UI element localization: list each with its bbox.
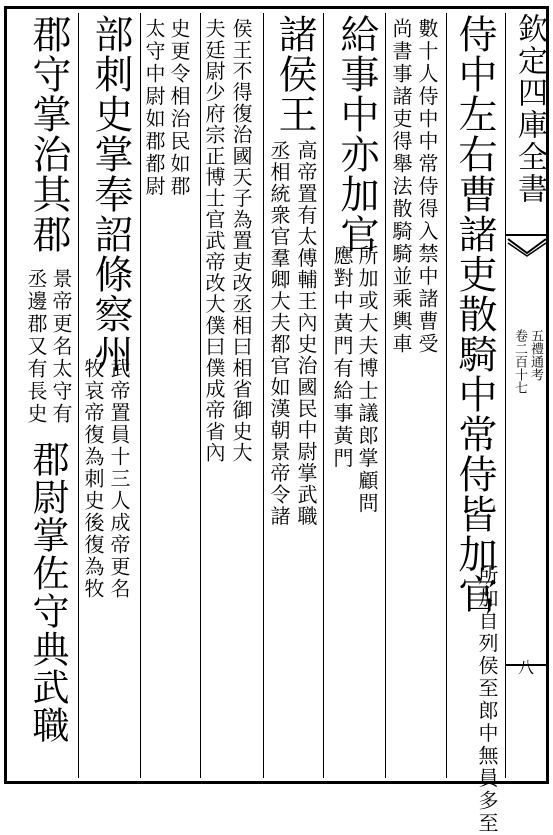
main-text-column: 諸侯王	[272, 14, 317, 134]
commentary-line: 所加自列侯至郎中無員多至	[475, 565, 499, 835]
fish-tail-mark-icon	[506, 663, 548, 687]
commentary-line: 數十人侍中中常侍得入禁中諸曹受	[415, 18, 439, 356]
fish-tail-mark-icon	[506, 233, 548, 257]
main-text-column: 部刺史掌奉詔條察州	[88, 14, 133, 374]
commentary-line: 丞邊郡又有長史	[24, 268, 48, 426]
column-rule	[263, 13, 264, 778]
commentary-line: 太守中尉如郡都尉	[142, 18, 166, 198]
commentary-line: 丞相統衆官羣卿大夫都官如漢朝景帝令諸	[267, 140, 291, 527]
book-title: 欽定四庫全書	[512, 13, 547, 205]
main-text-column: 郡尉掌佐守典武職	[26, 440, 69, 744]
commentary-line: 武帝置員十三人成帝更名	[107, 358, 131, 600]
column-rule	[200, 13, 201, 778]
commentary-line: 史更令相治民如郡	[167, 18, 191, 198]
commentary-line: 尚書事諸吏得舉法散騎騎並乘輿車	[389, 18, 413, 356]
commentary-line: 侯王不得復治國天子為置吏改丞相曰相省御史大	[229, 18, 253, 464]
column-rule	[78, 13, 79, 778]
page-margin	[506, 13, 548, 778]
column-rule	[140, 13, 141, 778]
source-title: 五禮通考	[528, 329, 543, 381]
commentary-line: 高帝置有太傅輔王內史治國民中尉掌武職	[294, 140, 318, 527]
column-rule	[385, 13, 386, 778]
main-text-column: 給事中亦加官	[334, 14, 379, 254]
commentary-line: 牧哀帝復為刺史後復為牧	[81, 358, 105, 600]
page-number: 八	[518, 658, 535, 677]
main-text-column: 郡守掌治其郡	[26, 14, 71, 254]
column-rule	[446, 13, 447, 778]
commentary-line: 夫廷尉少府宗正博士官武帝改大僕曰僕成帝省內	[202, 18, 226, 464]
volume-label	[506, 329, 548, 489]
commentary-line: 所加或大夫博士議郎掌顧問	[355, 245, 379, 515]
main-text-column: 侍中左右曹諸吏散騎中常侍皆加官	[452, 14, 497, 614]
commentary-line: 應對中黃門有給事黃門	[330, 245, 354, 470]
column-rule	[323, 13, 324, 778]
commentary-line: 景帝更名太守有	[49, 268, 73, 426]
volume-number: 卷二百十七	[512, 329, 527, 394]
